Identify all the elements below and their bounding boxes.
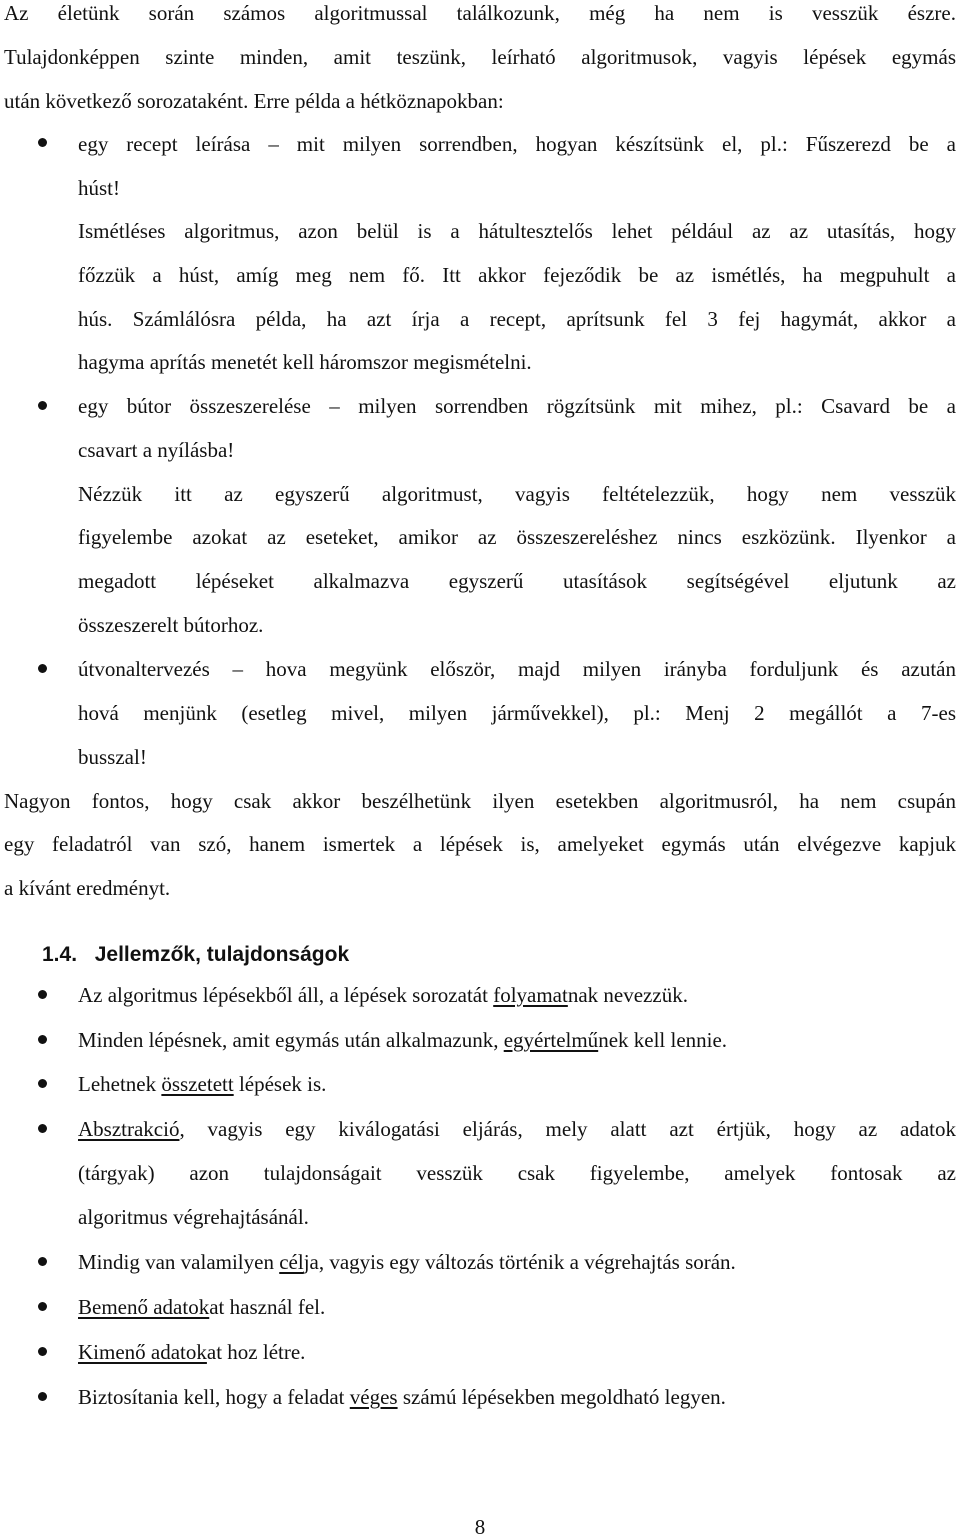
bullet-icon [38,1302,47,1311]
list-item: Biztosítania kell, hogy a feladat véges számú lépésekben megoldható legyen. [78,1385,726,1409]
bullet-icon [38,1347,47,1356]
page-number: 8 [474,1515,486,1539]
list-item-line: egy bútor összeszerelése – milyen sorrendben rögzítsünk mit mihez, pl.: Csavard be a [78,394,956,418]
list-item-line: hová menjünk (esetleg mivel, milyen járművekkel), pl.: Menj 2 megállót a 7-es [78,701,956,725]
underlined-term: folyamat [493,983,568,1007]
list-item: Kimenő adatokat hoz létre. [78,1340,306,1364]
bullet-icon [38,1392,47,1401]
list-item: Mindig van valamilyen célja, vagyis egy változás történik a végrehajtás során. [78,1250,736,1274]
list-item-line: busszal! [78,745,147,769]
underlined-term: Absztrakció [78,1117,180,1141]
paragraph-line: Nagyon fontos, hogy csak akkor beszélhetünk ilyen esetekben algoritmusról, ha nem csupán [4,789,956,813]
list-item-extra-line: hús. Számlálósra példa, ha azt írja a recept, aprítsunk fel 3 fej hagymát, akkor a [78,307,956,331]
list-item-extra-line: főzzük a húst, amíg meg nem fő. Itt akkor fejeződik be az ismétlés, ha megpuhult a [78,263,956,287]
list-item-line: egy recept leírása – mit milyen sorrendben, hogyan készítsünk el, pl.: Fűszerezd be a [78,132,956,156]
underlined-term: cél [279,1250,304,1274]
list-item: Bemenő adatokat használ fel. [78,1295,326,1319]
underlined-term: egyértelmű [503,1028,599,1052]
underlined-term: véges [349,1385,398,1409]
bullet-icon [38,138,47,147]
bullet-icon [38,664,47,673]
paragraph-line: után következő sorozataként. Erre példa a hétköznapokban: [4,89,504,113]
underlined-term: Bemenő adatok [78,1295,210,1319]
list-item-extra-line: Nézzük itt az egyszerű algoritmust, vagyis feltételezzük, hogy nem vesszük [78,482,956,506]
bullet-icon [38,990,47,999]
bullet-icon [38,1079,47,1088]
bullet-icon [38,1124,47,1133]
list-item: Minden lépésnek, amit egymás után alkalmazunk, egyértelműnek kell lennie. [78,1028,728,1052]
list-item-extra-line: összeszerelt bútorhoz. [78,613,264,637]
list-item-extra-line: figyelembe azokat az eseteket, amikor az összeszereléshez nincs eszközünk. Ilyenkor a [78,525,956,549]
list-item: Lehetnek összetett lépések is. [78,1072,327,1096]
underlined-term: Kimenő adatok [78,1340,207,1364]
list-item-line: húst! [78,176,120,200]
list-item-line: csavart a nyílásba! [78,438,235,462]
list-item: Az algoritmus lépésekből áll, a lépések sorozatát folyamatnak nevezzük. [78,983,688,1007]
paragraph-line: egy feladatról van szó, hanem ismertek a lépések is, amelyeket egymás után elvégezve kapjuk [4,832,956,856]
underlined-term: összetett [161,1072,234,1096]
list-item-extra-line: Ismétléses algoritmus, azon belül is a hátultesztelős lehet például az az utasítás, hogy [78,219,956,243]
list-item-line: (tárgyak) azon tulajdonságait vesszük csak figyelembe, amelyek fontosak az [78,1161,956,1185]
section-heading [42,942,349,968]
list-item: Absztrakció, vagyis egy kiválogatási eljárás, mely alatt azt értjük, hogy az adatok [78,1117,956,1141]
bullet-icon [38,1035,47,1044]
bullet-icon [38,401,47,410]
list-item-line: útvonaltervezés – hova megyünk először, majd milyen irányba forduljunk és azután [78,657,956,681]
bullet-icon [38,1257,47,1266]
list-item-extra-line: hagyma aprítás menetét kell háromszor megismételni. [78,350,532,374]
paragraph-line: Tulajdonképpen szinte minden, amit teszünk, leírható algoritmusok, vagyis lépések egymás [4,45,956,69]
paragraph-line: a kívánt eredményt. [4,876,171,900]
list-item-extra-line: megadott lépéseket alkalmazva egyszerű utasítások segítségével eljutunk az [78,569,956,593]
list-item-line: algoritmus végrehajtásánál. [78,1205,309,1229]
section-number: 1.4. [42,943,78,966]
paragraph-line: Az életünk során számos algoritmussal találkozunk, még ha nem is vesszük észre. [4,1,956,25]
section-title: Jellemzők, tulajdonságok [94,943,350,966]
